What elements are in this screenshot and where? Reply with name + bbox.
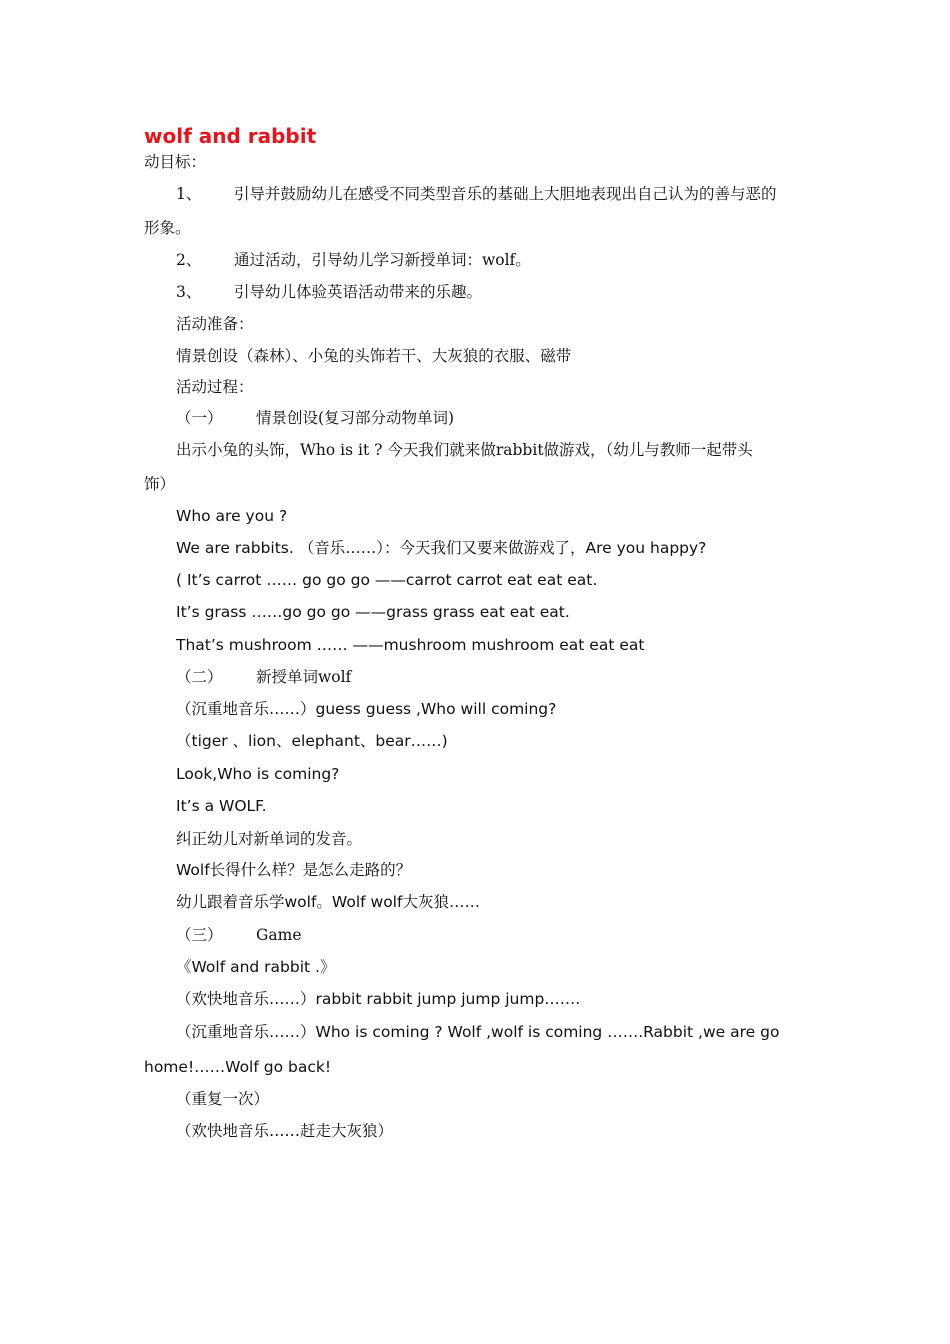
section-1-title: 情景创设(复习部分动物单词) xyxy=(256,409,455,427)
objective-2-text: 通过活动，引导幼儿学习新授单词：wolf。 xyxy=(234,251,531,269)
section-2-label: （二） xyxy=(176,668,223,686)
s3-line-3-continued: home!……Wolf go back! xyxy=(144,1058,332,1076)
s2-line-1: （沉重地音乐……）guess guess ,Who will coming? xyxy=(176,700,557,718)
objective-1-continued: 形象。 xyxy=(144,219,191,237)
objective-2 xyxy=(176,250,531,270)
objectives-heading: 动目标： xyxy=(144,153,207,171)
section-3-title: Game xyxy=(256,926,302,944)
section-1-label: （一） xyxy=(176,409,223,427)
objective-1-text: 引导并鼓励幼儿在感受不同类型音乐的基础上大胆地表现出自己认为的善与恶的 xyxy=(234,185,777,203)
objective-1 xyxy=(176,184,777,204)
s1-line-2: Who are you ? xyxy=(176,507,288,525)
document-title: wolf and rabbit xyxy=(144,124,317,148)
s1-line-1-continued: 饰） xyxy=(144,475,176,493)
s1-line-6: That’s mushroom …… ——mushroom mushroom eat eat eat xyxy=(176,636,645,654)
s2-line-5: 纠正幼儿对新单词的发音。 xyxy=(176,830,363,848)
section-2-title: 新授单词wolf xyxy=(256,668,352,686)
s3-line-3: （沉重地音乐……）Who is coming ? Wolf ,wolf is coming …….Rabbit ,we are go xyxy=(176,1023,780,1041)
section-3-label: （三） xyxy=(176,926,223,944)
s3-line-5: （欢快地音乐……赶走大灰狼） xyxy=(176,1122,394,1140)
s3-line-4: （重复一次） xyxy=(176,1090,270,1108)
objective-1-number: 1、 xyxy=(176,185,202,203)
section-2-heading xyxy=(176,667,351,687)
s2-line-3: Look,Who is coming? xyxy=(176,765,340,783)
section-1-heading xyxy=(176,408,454,428)
s1-line-3: We are rabbits. （音乐……）：今天我们又要来做游戏了，Are you happy? xyxy=(176,539,707,557)
objective-3-text: 引导幼儿体验英语活动带来的乐趣。 xyxy=(234,283,483,301)
process-heading: 活动过程： xyxy=(176,378,254,396)
s2-line-4: It’s a WOLF. xyxy=(176,797,267,815)
s3-line-2: （欢快地音乐……）rabbit rabbit jump jump jump……. xyxy=(176,990,581,1008)
s2-line-6: Wolf长得什么样？是怎么走路的？ xyxy=(176,861,412,879)
s3-line-1: 《Wolf and rabbit .》 xyxy=(176,958,336,976)
objective-3-number: 3、 xyxy=(176,283,202,301)
prep-text: 情景创设（森林）、小兔的头饰若干、大灰狼的衣服、磁带 xyxy=(176,347,572,365)
s1-line-1: 出示小兔的头饰，Who is it ? 今天我们就来做rabbit做游戏，（幼儿与教师一起带头 xyxy=(176,441,753,459)
objective-2-number: 2、 xyxy=(176,251,202,269)
section-3-heading xyxy=(176,925,302,945)
s1-line-4: ( It’s carrot …… go go go ——carrot carrot eat eat eat. xyxy=(176,571,598,589)
s2-line-7: 幼儿跟着音乐学wolf。Wolf wolf大灰狼…… xyxy=(176,893,480,911)
s1-line-5: It’s grass ……go go go ——grass grass eat eat eat. xyxy=(176,603,570,621)
objective-3 xyxy=(176,282,482,302)
prep-heading: 活动准备： xyxy=(176,315,254,333)
s2-line-2: （tiger 、lion、elephant、bear……) xyxy=(176,732,448,750)
